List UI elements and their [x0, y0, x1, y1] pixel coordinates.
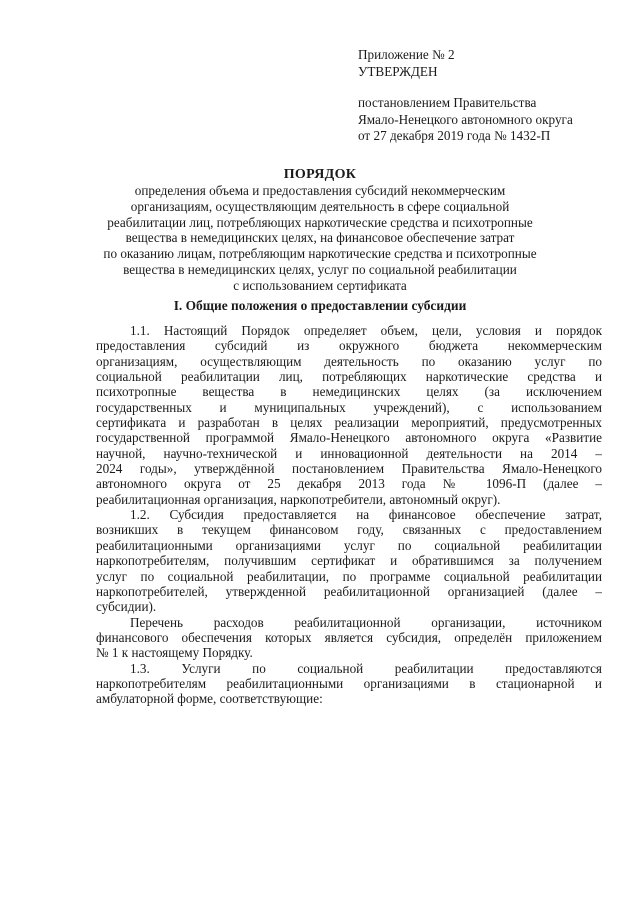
- text-line: государственной программой Ямало-Ненецкого автономного округа «Развитие: [96, 430, 602, 446]
- subtitle-line: с использованием сертификата: [233, 277, 407, 293]
- text-line: амбулаторной форме, соответствующие:: [96, 691, 323, 707]
- text-line: 2024 годы», утверждённой постановлением Правительства Ямало-Ненецкого: [96, 461, 602, 477]
- subtitle-line: определения объема и предоставления субсидий некоммерческим: [134, 183, 506, 198]
- text-line: субсидии).: [96, 599, 157, 615]
- paragraph-1-3: [96, 661, 602, 707]
- text-line: наркопотребителям, получившим сертификат и обратившимся за получением: [96, 553, 602, 569]
- text-line: социальной реабилитации лиц, потребляющих наркотические средства и: [96, 369, 602, 385]
- approval-date-number: от 27 декабря 2019 года № 1432-П: [358, 128, 551, 143]
- subtitle-line: организациям, осуществляющим деятельность в сфере социальной: [130, 198, 510, 214]
- paragraph-1-1: [96, 323, 602, 507]
- text-line: Перечень расходов реабилитационной организации, источником: [130, 614, 602, 630]
- text-line: 1.3. Услуги по социальной реабилитации предоставляются: [130, 660, 602, 676]
- text-line: предоставления субсидий из окружного бюджета некоммерческим: [96, 338, 602, 354]
- text-line: финансового обеспечения которых является субсидия, определён приложением: [96, 629, 602, 645]
- subtitle-line: по оказанию лицам, потребляющим наркотические средства и психотропные: [103, 246, 537, 262]
- text-line: психотропные вещества в немедицинских целях (за исключением: [96, 384, 602, 400]
- document-body: [96, 323, 602, 707]
- section-heading: I. Общие положения о предоставлении субсидии: [173, 298, 467, 313]
- text-line: 1.1. Настоящий Порядок определяет объем, цели, условия и порядок: [130, 323, 602, 338]
- approval-block: [358, 47, 618, 145]
- document-subtitle: [95, 183, 545, 294]
- text-line: реабилитационная организация, наркопотребители, автономный округ).: [96, 491, 501, 507]
- approval-government: Ямало-Ненецкого автономного округа: [358, 111, 573, 127]
- text-line: сертификата и разработан в целях реализации мероприятий, предусмотренных: [96, 415, 602, 431]
- approval-resolution: постановлением Правительства: [358, 95, 537, 110]
- text-line: организациям, осуществляющим деятельность по оказанию услуг по: [96, 353, 602, 369]
- subtitle-line: реабилитации лиц, потребляющих наркотические средства и психотропные: [107, 214, 533, 230]
- subtitle-line: вещества в немедицинских целях, на финансовое обеспечение затрат: [125, 230, 515, 246]
- text-line: наркопотребителей, утвержденной реабилитационной организацией (далее –: [96, 583, 602, 599]
- text-line: № 1 к настоящему Порядку.: [96, 645, 253, 661]
- subtitle-line: вещества в немедицинских целях, услуг по социальной реабилитации: [123, 261, 517, 277]
- text-line: наркопотребителям реабилитационными организациями в стационарной и: [96, 675, 602, 691]
- paragraph-expenses: [96, 615, 602, 661]
- text-line: автономного округа от 25 декабря 2013 года № 1096-П (далее –: [96, 476, 602, 492]
- text-line: возникших в текущем финансовом году, связанных с предоставлением: [96, 522, 602, 538]
- appendix-number: Приложение № 2: [358, 47, 455, 62]
- document-title: ПОРЯДОК: [283, 167, 357, 182]
- approved-label: УТВЕРЖДЕН: [358, 63, 438, 79]
- text-line: государственных и муниципальных учреждений), с использованием: [96, 399, 602, 415]
- text-line: научной, научно-технической и инновационной деятельности на 2014 –: [96, 445, 602, 461]
- text-line: реабилитационными организациями услуг по социальной реабилитации: [96, 537, 602, 553]
- text-line: 1.2. Субсидия предоставляется на финансовое обеспечение затрат,: [130, 507, 602, 523]
- paragraph-1-2: [96, 507, 602, 614]
- text-line: услуг по социальной реабилитации, по программе социальной реабилитации: [96, 568, 602, 584]
